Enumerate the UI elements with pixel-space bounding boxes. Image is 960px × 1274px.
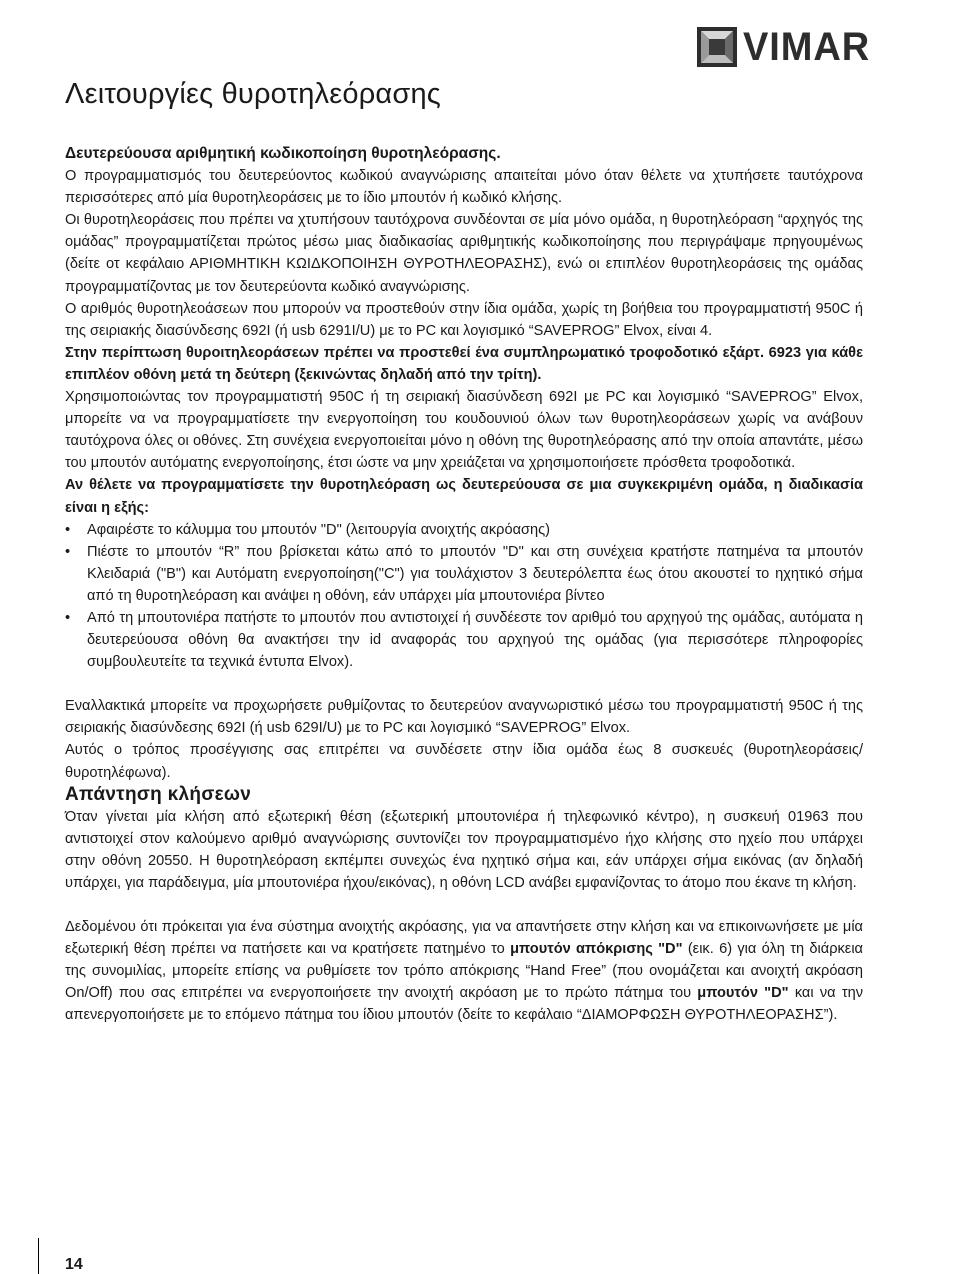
paragraph: Εναλλακτικά μπορείτε να προχωρήσετε ρυθμίζοντας το δευτερεύον αναγνωριστικό μέσω του προγραμματιστή 950C ή της σειριακής διασύνδεσης 692I (ή usb 629I/U) με το PC και λογισμικό “SAVEPROG” Elvox. — [65, 698, 863, 737]
paragraph: Ο αριθμός θυροτηλεοάσεων που μπορούν να προστεθούν στην ίδια ομάδα, χωρίς τη βοήθεια του προγραμματιστή 950C ή της σειριακής διασύνδεσης 692I (ή usb 6291I/U) με το PC και λογισμικό “SAVEPROG” Elvox, είναι 4. — [65, 300, 863, 339]
page-margin-rule — [38, 1238, 39, 1274]
bold-paragraph: Αν θέλετε να προγραμματίσετε την θυροτηλεόραση ως δευτερεύουσα σε μια συγκεκριμένη ομάδα, η διαδικασία είναι η εξής: — [65, 477, 863, 516]
section-heading: Δευτερεύουσα αριθμητική κωδικοποίηση θυροτηλεόρασης. — [65, 145, 501, 162]
paragraph: Αυτός ο τρόπος προσέγγισης σας επιτρέπει να συνδέσετε στην ίδια ομάδα έως 8 συσκευές (θυροτηλεοράσεις/ θυροτηλέφωνα). — [65, 742, 863, 781]
brand-name: VIMAR — [743, 25, 871, 69]
page-title: Λειτουργίες θυροτηλεόρασης — [65, 78, 441, 110]
vimar-logo — [697, 27, 877, 67]
text-run: και να την απενεργοποιήσετε με το επόμενο πάτημα του ίδιου μπουτόν (δείτε το κεφάλαιο “ΔΙΑΜΟΡΦΩΣΗ ΘΥΡΟΤΗΛΕΟΡΑΣΗΣ”). — [65, 985, 864, 1024]
list-item: • Από τη μπουτονιέρα πατήστε το μπουτόν που αντιστοιχεί ή συνδέεστε τον αριθμό του αρχηγού της ομάδας, αυτόματα η δευτερεύουσα οθόνη θα ανακτήσει την id αναφοράς του αρχηγού της ομάδας (για περισσότερε πληροφορίες συμβουλευτείτε τα τεχνικά έντυπα Elvox). — [65, 607, 863, 673]
vimar-logo-icon — [697, 27, 737, 67]
bold-text: μπουτόν "D" — [697, 985, 789, 1002]
paragraph — [65, 916, 863, 1026]
text-run: Δεδομένου ότι πρόκειται για ένα σύστημα ανοιχτής ακρόασης, για να απαντήσετε στην κλήση και να επικοινωνήσετε με μία εξωτερική θέση πρέπει να πατήσετε και να κρατήσετε πατημένο το — [65, 919, 863, 958]
section-heading: Απάντηση κλήσεων — [65, 783, 252, 805]
list-item: • Πιέστε το μπουτόν “R” που βρίσκεται κάτω από το μπουτόν "D" και στη συνέχεια κρατήστε πατημένα τα μπουτόν Κλειδαριά ("B") και Αυτόματη ενεργοποίηση("C") για τουλάχιστον 3 δευτερόλεπτα έως ότου ακουστεί το ηχητικό σήμα από τη θυροτηλεόραση και ανάψει η οθόνη, εάν υπάρχει μία μπουτονιέρα βίντεο — [65, 541, 863, 607]
procedure-list — [65, 519, 863, 674]
main-content — [65, 143, 863, 1027]
paragraph: Χρησιμοποιώντας τον προγραμματιστή 950C ή τη σειριακή διασύνδεση 692I με PC και λογισμικό “SAVEPROG” Elvox, μπορείτε να να προγραμματίσετε την ενεργοποίηση του κουδουνιού όλων των θυροτηλεοράσεων χωρίς να ανάβουν ταυτόχρονα όλες οι οθόνες. Στη συνέχεια ενεργοποιείται μόνο η οθόνη της θυροτηλεόρασης από την οποία απαντάτε, μέσω του μπουτόν αυτόματης ενεργοποίησης, έτσι ώστε να μην χρειάζεται να χρησιμοποιήσετε πρόσθετα τροφοδοτικά. — [65, 389, 863, 472]
paragraph: Ο προγραμματισμός του δευτερεύοντος κωδικού αναγνώρισης απαιτείται μόνο όταν θέλετε να χτυπήσετε ταυτόχρονα περισσότερες από μία θυροτηλεοράσεις με το ίδιο μπουτόν ή κωδικό κλήσης. — [65, 168, 863, 207]
paragraph: Οι θυροτηλεοράσεις που πρέπει να χτυπήσουν ταυτόχρονα συνδέονται σε μία μόνο ομάδα, η θυροτηλεόραση “αρχηγός της ομάδας” προγραμματίζεται πρώτος μέσω μιας διαδικασίας αριθμητικής κωδικοποίησης που περιγράψαμε πρηγουμένως (δείτε οτ κεφάλαιο ΑΡΙΘΜΗΤΙΚΗ ΚΩΙΔΚΟΠΟΙΗΣΗ ΘΥΡΟΤΗΛΕΟΡΑΣΗΣ), ενώ οι επιπλέον θυροτηλεοράσεις της ομάδας προγραμματίζοντας με τον δευτερεύοντα κωδικό αναγνώρισης. — [65, 212, 863, 295]
text-run: (εικ. 6) για όλη τη διάρκεια της συνομιλίας, μπορείτε επίσης να ρυθμίσετε τον τρόπο απόκρισης “Hand Free” (που ονομάζεται και ανοιχτή ακρόαση On/Off) που σας επιτρέπει να ενεργοποιήσετε την ανοιχτή ακρόαση με το πρώτο πάτημα του — [65, 941, 863, 1002]
page-number: 14 — [65, 1256, 83, 1273]
bold-paragraph: Στην περίπτωση θυροιτηλεοράσεων πρέπει να προστεθεί ένα συμπληρωματικό τροφοδοτικό εξάρτ. 6923 για κάθε επιπλέον οθόνη μετά τη δεύτερη (ξεκινώντας δηλαδή από την τρίτη). — [65, 344, 863, 383]
bold-text: μπουτόν απόκρισης "D" — [510, 941, 683, 958]
list-item: • Αφαιρέστε το κάλυμμα του μπουτόν "D" (λειτουργία ανοιχτής ακρόασης) — [65, 519, 863, 541]
paragraph: Όταν γίνεται μία κλήση από εξωτερική θέση (εξωτερική μπουτονιέρα ή τηλεφωνικό κέντρο), η συσκευή 01963 που αντιστοιχεί στον καλούμενο αριθμό αναγνώρισης συντονίζει τον προγραμματισμένο ήχο κλήσης στο ηχείο που υπάρχει στην οθόνη 20550. Η θυροτηλεόραση εκπέμπει συνεχώς ένα ηχητικό σήμα και, εάν υπάρχει σήμα εικόνας (αν δηλαδή υπάρχει, για παράδειγμα, μία μπουτονιέρα ήχου/εικόνας), η οθόνη LCD ανάβει εμφανίζοντας το άτομο που έκανε τη κλήση. — [65, 808, 863, 891]
